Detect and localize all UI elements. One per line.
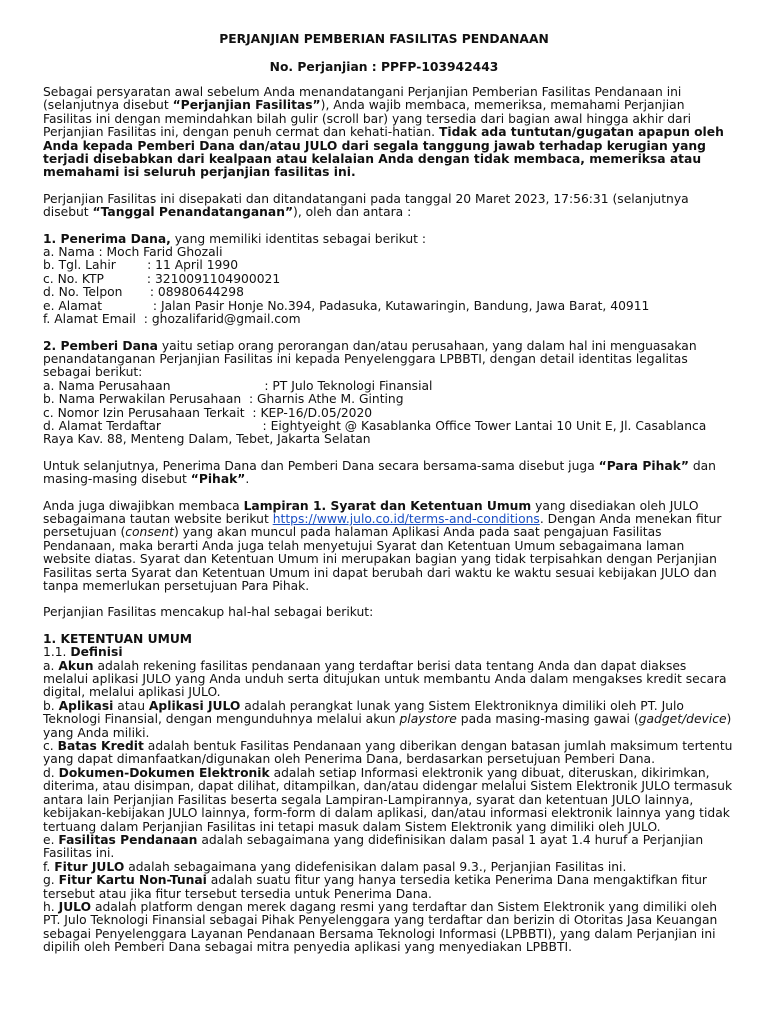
definition-item: h. JULO adalah platform dengan merek dagang resmi yang terdaftar dan Sistem Elektronik yang dimiliki oleh PT. Julo Teknologi Finansial sebagai Pihak Penyelenggara yang terdaftar dan berizin di Otoritas Jasa Keuangan sebagai Penyelenggara Layanan Pendanaan Bersama Teknologi Informasi (LPBBTI), yang dalam Perjanjian ini dipilih oleh Pemberi Dana sebagai mitra penyedia aplikasi yang menyediakan LPBBTI.	[43, 899, 718, 955]
signing-paragraph: Perjanjian Fasilitas ini disepakati dan ditandatangani pada tanggal 20 Maret 2023, 17:56:31 (selanjutnya disebut “Tanggal Penandatanganan”), oleh dan antara :	[43, 191, 689, 220]
pemberi-row: d. Alamat Terdaftar : Eightyeight @ Kasablanka Office Tower Lantai 10 Unit E, Jl. Casablanca Raya Kav. 88, Menteng Dalam, Tebet, Jakarta Selatan	[43, 418, 711, 447]
mencakup-line: Perjanjian Fasilitas mencakup hal-hal sebagai berikut:	[43, 605, 374, 620]
intro-paragraph: Sebagai persyaratan awal sebelum Anda menandatangani Perjanjian Pemberian Fasilitas Pendanaan ini (selanjutnya disebut “Perjanjian Fasilitas”), Anda wajib membaca, memeriksa, memahami Perjanjian Fasilitas ini dengan memindahkan bilah gulir (scroll bar) yang tersedia dari bagian awal hingga akhir dari Perjanjian Fasilitas ini, dengan penuh cermat dan kehati-hatian. Tidak ada tuntutan/gugatan apapun oleh Anda kepada Pemberi Dana dan/atau JULO dari segala tanggung jawab terhadap kerugian yang terjadi disebabkan dari kealpaan atau kelalaian Anda dengan tidak membaca, memeriksa atau memahami isi seluruh perjanjian fasilitas ini.	[43, 85, 724, 180]
penerima-row: b. Tgl. Lahir : 11 April 1990	[43, 258, 239, 273]
pemberi-heading: 2. Pemberi Dana yaitu setiap orang perorangan dan/atau perusahaan, yang dalam hal ini menguasakan penandatanganan Perjanjian Fasilitas ini kepada Penyelenggara LPBBTI, dengan detail identitas legalitas sebagai berikut:	[43, 338, 697, 380]
penerima-row: f. Alamat Email : ghozalifarid@gmail.com	[43, 312, 301, 327]
section-heading: 1. KETENTUAN UMUM	[43, 631, 193, 646]
subsection-heading: 1.1. Definisi	[43, 645, 123, 660]
penerima-row: e. Alamat : Jalan Pasir Honje No.394, Padasuka, Kutawaringin, Bandung, Jawa Barat, 40911	[43, 298, 650, 313]
para-pihak-paragraph: Untuk selanjutnya, Penerima Dana dan Pemberi Dana secara bersama-sama disebut juga “Para Pihak” dan masing-masing disebut “Pihak”.	[43, 458, 716, 487]
agreement-number: No. Perjanjian : PPFP-103942443	[269, 60, 499, 74]
penerima-row: d. No. Telpon : 08980644298	[43, 285, 244, 300]
lampiran-paragraph: Anda juga diwajibkan membaca Lampiran 1. Syarat dan Ketentuan Umum yang disediakan oleh JULO sebagaimana tautan website berikut https://www.julo.co.id/terms-and-conditions. Dengan Anda menekan fitur persetujuan (consent) yang akan muncul pada halaman Aplikasi Anda pada saat pengajuan Fasilitas Pendanaan, maka berarti Anda juga telah menyetujui Syarat dan Ketentuan Umum sebagaimana laman website diatas. Syarat dan Ketentuan Umum ini merupakan bagian yang tidak terpisahkan dengan Perjanjian Fasilitas serta Syarat dan Ketentuan Umum ini dapat berubah dari waktu ke waktu sesuai kebijakan JULO dan tanpa memerlukan persetujuan Para Pihak.	[43, 498, 722, 593]
definition-item: b. Aplikasi atau Aplikasi JULO adalah perangkat lunak yang Sistem Elektroniknya dimiliki oleh PT. Julo Teknologi Finansial, dengan mengunduhnya melalui akun playstore pada masing-masing gawai (gadget/device) yang Anda miliki.	[43, 698, 732, 740]
definition-item: f. Fitur JULO adalah sebagaimana yang didefenisikan dalam pasal 9.3., Perjanjian Fasilitas ini.	[43, 859, 627, 874]
pemberi-row: c. Nomor Izin Perusahaan Terkait : KEP-16/D.05/2020	[43, 405, 373, 420]
penerima-row: c. No. KTP : 3210091104900021	[43, 271, 281, 286]
pemberi-row: a. Nama Perusahaan : PT Julo Teknologi Finansial	[43, 378, 433, 393]
definition-item: d. Dokumen-Dokumen Elektronik adalah setiap Informasi elektronik yang dibuat, diteruskan, dikirimkan, diterima, atau disimpan, dapat dilihat, ditampilkan, dan/atau didengar melalui Sistem Elektronik JULO termasuk antara lain Perjanjian Fasilitas beserta segala Lampiran-Lampirannya, syarat dan ketentuan JULO lainnya, kebijakan-kebijakan JULO lainnya, form-form di dalam aplikasi, dan/atau informasi elektronik lainnya yang tidak tertuang dalam Perjanjian Fasilitas ini tetapi masuk dalam Sistem Elektronik yang dimiliki oleh JULO.	[43, 765, 733, 834]
definition-item: a. Akun adalah rekening fasilitas pendanaan yang terdaftar berisi data tentang Anda dan dapat diakses melalui aplikasi JULO yang Anda unduh serta ditujukan untuk membantu Anda dalam mengakses kredit secara digital, melalui aplikasi JULO.	[43, 658, 727, 700]
terms-link[interactable]: https://www.julo.co.id/terms-and-conditions	[272, 511, 540, 526]
definition-item: e. Fasilitas Pendanaan adalah sebagaimana yang didefinisikan dalam pasal 1 ayat 1.4 huruf a Perjanjian Fasilitas ini.	[43, 832, 704, 861]
penerima-heading: 1. Penerima Dana, yang memiliki identitas sebagai berikut :	[43, 231, 427, 246]
pemberi-row: b. Nama Perwakilan Perusahaan : Gharnis Athe M. Ginting	[43, 392, 404, 407]
document-title: PERJANJIAN PEMBERIAN FASILITAS PENDANAAN	[219, 32, 549, 46]
penerima-row: a. Nama : Moch Farid Ghozali	[43, 245, 223, 260]
document-body	[43, 86, 733, 955]
definition-item: g. Fitur Kartu Non-Tunai adalah suatu fitur yang hanya tersedia ketika Penerima Dana mengaktifkan fitur tersebut atau jika fitur tersebut tersedia untuk Penerima Dana.	[43, 873, 707, 901]
definition-item: c. Batas Kredit adalah bentuk Fasilitas Pendanaan yang diberikan dengan batasan jumlah maksimum tertentu yang dapat dimanfaatkan/digunakan oleh Penerima Dana, berdasarkan persetujuan Pemberi Dana.	[43, 739, 733, 767]
